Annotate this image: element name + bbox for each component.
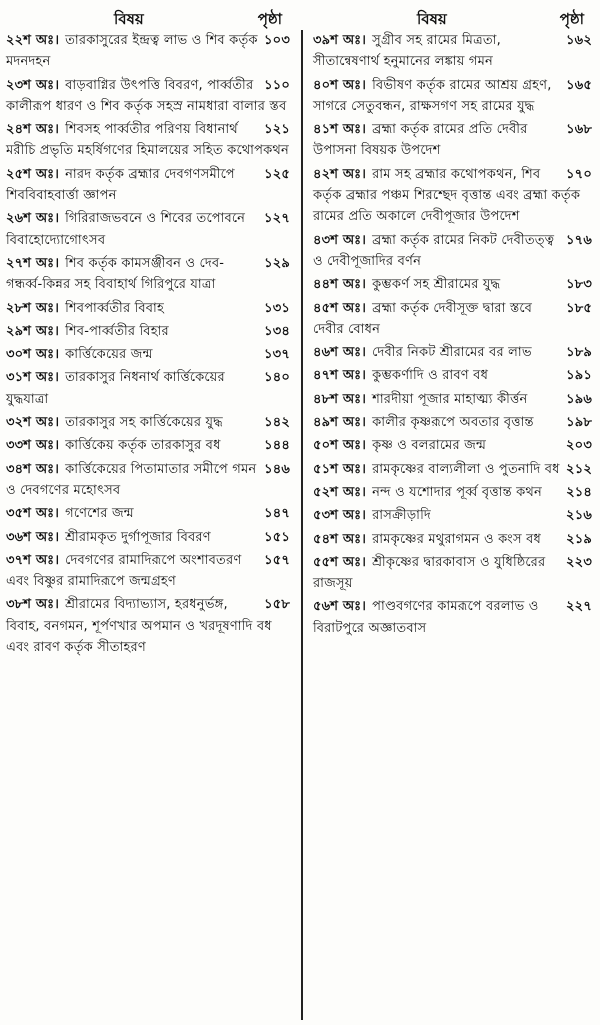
page-number: ১৯১ bbox=[566, 368, 592, 384]
page-number: ২২৭ bbox=[566, 599, 592, 615]
chapter-title: পাণ্ডবগণের কামরূপে বরলাভ ও বিরাটপুরে অজ্ঞাতবাস bbox=[313, 599, 539, 636]
toc-entry bbox=[313, 389, 592, 410]
toc-entry bbox=[6, 119, 290, 162]
page-number: ১২১ bbox=[264, 122, 290, 138]
page-number: ১০৩ bbox=[264, 33, 290, 48]
chapter-number: ২৯শ অঃ। bbox=[6, 323, 60, 339]
chapter-number: ৪৬শ অঃ। bbox=[313, 345, 367, 361]
chapter-number: ৩২শ অঃ। bbox=[6, 415, 60, 431]
chapter-number: ৩১শ অঃ। bbox=[6, 370, 60, 386]
toc-entry bbox=[313, 30, 592, 73]
column-divider bbox=[301, 30, 303, 1020]
chapter-title: তারকাসুর সহ কার্ত্তিকেয়ের যুদ্ধ bbox=[65, 415, 223, 431]
chapter-number: ৫৩শ অঃ। bbox=[313, 508, 367, 524]
page-number: ১৪২ bbox=[264, 415, 290, 431]
page-number: ১৩৭ bbox=[264, 347, 290, 363]
page-heading: পৃষ্ঠা bbox=[559, 10, 584, 28]
toc-entry bbox=[313, 596, 592, 639]
page-number: ১২৭ bbox=[264, 211, 290, 227]
toc-entry bbox=[6, 367, 290, 410]
page-number: ১৩১ bbox=[264, 300, 290, 316]
chapter-number: ৪৯শ অঃ। bbox=[313, 415, 367, 431]
column-header-left bbox=[6, 6, 290, 30]
chapter-number: ৪০শ অঃ। bbox=[313, 77, 367, 93]
chapter-number: ২৫শ অঃ। bbox=[6, 166, 60, 182]
toc-entry bbox=[6, 208, 290, 251]
page-number: ১৫৭ bbox=[264, 552, 290, 568]
chapter-title: নারদ কর্তৃক ব্রহ্মার দেবগণসমীপে শিববিবাহবার্ত্তা জ্ঞাপন bbox=[6, 166, 235, 204]
chapter-title: তারকাসুর নিধনার্থ কার্ত্তিকেয়ের যুদ্ধযাত্রা bbox=[6, 370, 225, 407]
chapter-title: কার্ত্তিকেয়ের জন্ম bbox=[65, 347, 153, 363]
chapter-title: কুম্ভকর্ণ সহ শ্রীরামের যুদ্ধ bbox=[372, 277, 501, 293]
chapter-number: ২২শ অঃ। bbox=[6, 33, 60, 48]
page-number: ১৭৬ bbox=[566, 232, 592, 248]
chapter-title: ব্রহ্মা কর্তৃক রামের প্রতি দেবীর উপাসনা বিষয়ক উপদেশ bbox=[313, 122, 528, 159]
chapter-number: ৫৪শ অঃ। bbox=[313, 531, 367, 547]
toc-list-right bbox=[313, 30, 592, 639]
chapter-number: ২৬শ অঃ। bbox=[6, 211, 60, 227]
page-number: ২১৬ bbox=[566, 508, 592, 524]
page-number: ১৪৬ bbox=[264, 461, 290, 477]
toc-entry bbox=[6, 321, 290, 342]
chapter-title: কুম্ভকর্ণাদি ও রাবণ বধ bbox=[372, 368, 489, 384]
chapter-number: ৫৬শ অঃ। bbox=[313, 599, 367, 615]
chapter-number: ৪৪শ অঃ। bbox=[313, 277, 367, 293]
toc-entry bbox=[313, 75, 592, 118]
page-number: ১৬২ bbox=[566, 33, 592, 48]
column-header-right bbox=[313, 6, 592, 30]
chapter-title: শারদীয়া পূজার মাহাত্ম্য কীর্ত্তন bbox=[372, 391, 528, 407]
toc-entry bbox=[313, 552, 592, 595]
chapter-title: ব্রহ্মা কর্তৃক রামের নিকট দেবীতত্ত্ব ও দেবীপূজাদির বর্ণন bbox=[313, 232, 555, 269]
toc-entry bbox=[6, 164, 290, 207]
toc-entry bbox=[6, 412, 290, 433]
chapter-number: ৫০শ অঃ। bbox=[313, 438, 367, 454]
chapter-number: ২৮শ অঃ। bbox=[6, 300, 60, 316]
toc-entry bbox=[313, 298, 592, 341]
toc-entry bbox=[313, 505, 592, 526]
chapter-number: ৩৮শ অঃ। bbox=[6, 597, 60, 613]
page-number: ১১০ bbox=[264, 77, 290, 93]
chapter-number: ৪৭শ অঃ। bbox=[313, 368, 367, 384]
toc-entry bbox=[313, 164, 592, 228]
chapter-number: ৪৮শ অঃ। bbox=[313, 391, 367, 407]
chapter-title: দেবগণের রামাদিরূপে অংশাবতরণ এবং বিষ্ণুর রামাদিরূপে জন্মগ্রহণ bbox=[6, 552, 242, 590]
chapter-title: নন্দ ও যশোদার পূর্ব্ব বৃত্তান্ত কথন bbox=[372, 484, 542, 500]
chapter-number: ২৭শ অঃ। bbox=[6, 255, 60, 271]
chapter-number: ৪৩শ অঃ। bbox=[313, 232, 367, 248]
subject-heading: বিষয় bbox=[417, 10, 447, 28]
toc-column-right bbox=[305, 0, 600, 1025]
toc-entry bbox=[313, 459, 592, 480]
chapter-number: ৪২শ অঃ। bbox=[313, 166, 367, 182]
toc-entry bbox=[313, 412, 592, 433]
toc-entry bbox=[313, 342, 592, 363]
toc-entry bbox=[6, 527, 290, 548]
chapter-title: শিব-পার্ব্বতীর বিহার bbox=[65, 323, 169, 339]
page-number: ১৪০ bbox=[264, 370, 290, 386]
chapter-title: ব্রহ্মা কর্তৃক দেবীসূক্ত দ্বারা স্তবে দেবীর বোধন bbox=[313, 300, 533, 337]
toc-entry bbox=[6, 550, 290, 593]
page-number: ১৩৪ bbox=[264, 323, 290, 339]
chapter-number: ৪৫শ অঃ। bbox=[313, 300, 367, 316]
page-number: ১৯৬ bbox=[566, 391, 592, 407]
chapter-title: তারকাসুরের ইন্দ্রত্ব লাভ ও শিব কর্তৃক মদনদহন bbox=[6, 33, 258, 70]
toc-entry bbox=[313, 230, 592, 273]
page-number: ২০৩ bbox=[566, 438, 592, 454]
page-number: ২২৩ bbox=[566, 554, 592, 570]
chapter-title: রাসক্রীড়াদি bbox=[372, 508, 431, 524]
chapter-number: ৩৪শ অঃ। bbox=[6, 461, 60, 477]
page-number: ১৯৮ bbox=[566, 415, 592, 431]
page-number: ১৮৩ bbox=[566, 277, 592, 293]
chapter-title: শিবপার্ব্বতীর বিবাহ bbox=[65, 300, 165, 316]
chapter-number: ৫১শ অঃ। bbox=[313, 461, 367, 477]
chapter-title: রামকৃষ্ণের মথুরাগমন ও কংস বধ bbox=[372, 531, 541, 547]
chapter-title: গিরিরাজভবনে ও শিবের তপোবনে বিবাহোদ্যোগোৎসব bbox=[6, 211, 246, 248]
chapter-number: ৩৬শ অঃ। bbox=[6, 529, 60, 545]
chapter-number: ৫৫শ অঃ। bbox=[313, 554, 367, 570]
chapter-number: ৪১শ অঃ। bbox=[313, 122, 367, 138]
chapter-number: ৩৭শ অঃ। bbox=[6, 552, 60, 568]
chapter-title: শ্রীরামকৃত দুর্গাপূজার বিবরণ bbox=[65, 529, 211, 545]
toc-entry bbox=[6, 298, 290, 319]
chapter-number: ৩৫শ অঃ। bbox=[6, 506, 60, 522]
page-number: ১৮৯ bbox=[566, 345, 592, 361]
chapter-title: দেবীর নিকট শ্রীরামের বর লাভ bbox=[372, 345, 532, 361]
chapter-title: রাম সহ ব্রহ্মার কথোপকথন, শিব কর্তৃক ব্রহ্মার পঞ্চম শিরশ্ছেদ বৃত্তান্ত এবং ব্রহ্মা কর্তৃক রামের প্রতি অকালে দেবীপূজার উপদেশ bbox=[313, 166, 581, 225]
toc-entry bbox=[313, 529, 592, 550]
chapter-title: শ্রীরামের বিদ্যাভ্যাস, হরধনুর্ভঙ্গ, বিবাহ, বনগমন, শূর্পণখার অপমান ও খরদূষণাদি বধ এবং রাবণ কর্তৃক সীতাহরণ bbox=[6, 597, 272, 656]
chapter-number: ২৪শ অঃ। bbox=[6, 122, 60, 138]
chapter-title: কৃষ্ণ ও বলরামের জন্ম bbox=[372, 438, 487, 454]
page-number: ১৭০ bbox=[566, 166, 592, 182]
page-number: ১৫৮ bbox=[264, 597, 290, 613]
toc-entry bbox=[313, 119, 592, 162]
toc-entry bbox=[6, 503, 290, 524]
chapter-title: বিভীষণ কর্তৃক রামের আশ্রয় গ্রহণ, সাগরে সেতুবন্ধন, রাক্ষসগণ সহ রামের যুদ্ধ bbox=[313, 77, 552, 114]
toc-list-left bbox=[6, 30, 290, 658]
page-number: ১৬৮ bbox=[566, 122, 592, 138]
toc-entry bbox=[313, 482, 592, 503]
toc-entry bbox=[313, 365, 592, 386]
page-number: ১৪৪ bbox=[264, 438, 290, 454]
toc-entry bbox=[6, 30, 290, 73]
chapter-number: ৩৯শ অঃ। bbox=[313, 33, 367, 48]
chapter-number: ৩০শ অঃ। bbox=[6, 347, 60, 363]
toc-entry bbox=[313, 435, 592, 456]
chapter-title: শিবসহ পার্ব্বতীর পরিণয় বিধানার্থ মরীচি প্রভৃতি মহর্ষিগণের হিমালয়ের সহিত কথোপকথন bbox=[6, 122, 289, 159]
subject-heading: বিষয় bbox=[114, 10, 144, 28]
chapter-title: কালীর কৃষ্ণরূপে অবতার বৃত্তান্ত bbox=[372, 415, 534, 431]
toc-entry bbox=[313, 274, 592, 295]
chapter-title: শ্রীকৃষ্ণের দ্বারকাবাস ও যুধিষ্ঠিরের রাজসূয় bbox=[313, 554, 546, 592]
page-number: ২১২ bbox=[566, 461, 592, 477]
toc-entry bbox=[6, 459, 290, 502]
page-number: ১৬৫ bbox=[566, 77, 592, 93]
toc-entry bbox=[6, 253, 290, 296]
chapter-title: গণেশের জন্ম bbox=[65, 506, 134, 522]
chapter-number: ৫২শ অঃ। bbox=[313, 484, 367, 500]
page-number: ২১৯ bbox=[566, 531, 592, 547]
chapter-title: শিব কর্তৃক কামসঞ্জীবন ও দেব-গন্ধর্ব্ব-কিন্নর সহ বিবাহার্থ গিরিপুরে যাত্রা bbox=[6, 255, 225, 293]
chapter-number: ৩৩শ অঃ। bbox=[6, 438, 60, 454]
chapter-title: কার্ত্তিকেয় কর্তৃক তারকাসুর বধ bbox=[65, 438, 221, 454]
page-number: ১২৯ bbox=[264, 255, 290, 271]
page-number: ১৮৫ bbox=[566, 300, 592, 316]
toc-entry bbox=[6, 75, 290, 118]
chapter-title: রামকৃষ্ণের বাল্যলীলা ও পুতনাদি বধ bbox=[372, 461, 560, 477]
toc-entry bbox=[6, 435, 290, 456]
page-number: ১২৫ bbox=[264, 166, 290, 182]
page-number: ১৫১ bbox=[264, 529, 290, 545]
chapter-title: কার্ত্তিকেয়ের পিতামাতার সমীপে গমন ও দেবগণের মহোৎসব bbox=[6, 461, 257, 498]
page-number: ১৪৭ bbox=[264, 506, 290, 522]
chapter-number: ২৩শ অঃ। bbox=[6, 77, 60, 93]
chapter-title: বাড়বাগ্নির উৎপত্তি বিবরণ, পার্ব্বতীর কালীরূপ ধারণ ও শিব কর্তৃক সহস্র নামধারা বালার স্তব bbox=[6, 77, 287, 114]
toc-entry bbox=[6, 344, 290, 365]
page-number: ২১৪ bbox=[566, 484, 592, 500]
page-heading: পৃষ্ঠা bbox=[257, 10, 282, 28]
toc-entry bbox=[6, 594, 290, 658]
chapter-title: সুগ্রীব সহ রামের মিত্রতা, সীতান্বেষণার্থ হনুমানের লঙ্কায় গমন bbox=[313, 33, 501, 70]
